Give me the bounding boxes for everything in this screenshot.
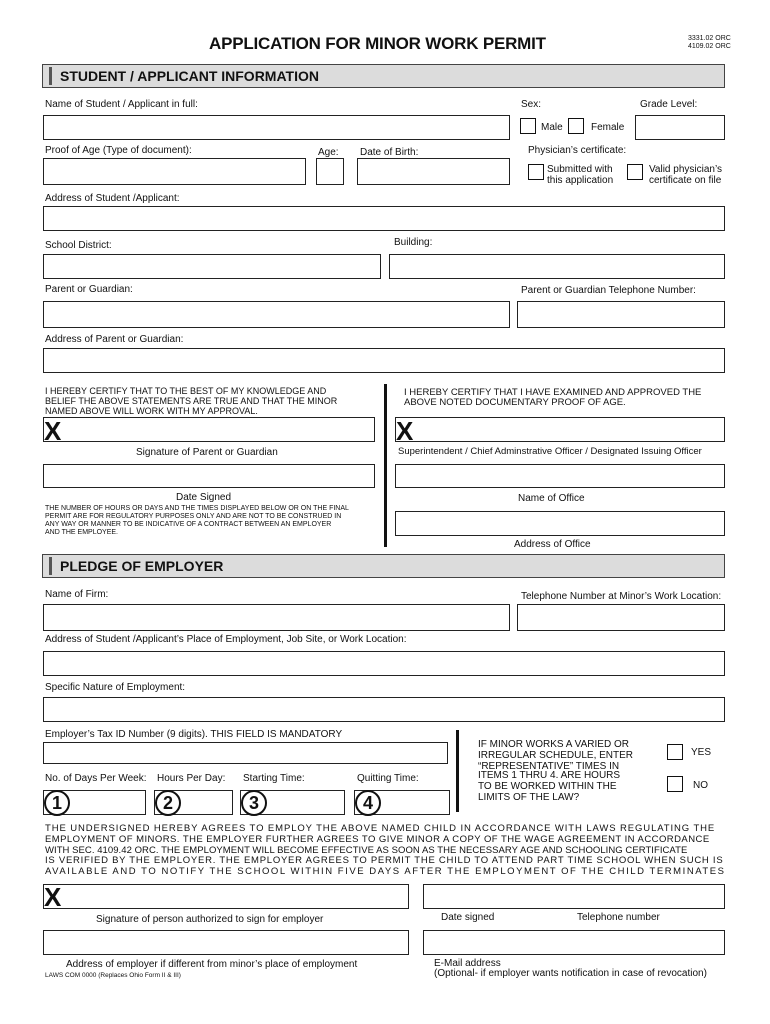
official-signature-x-mark: X — [396, 416, 414, 446]
yes-checkbox[interactable] — [667, 744, 683, 760]
male-label: Male — [541, 122, 563, 133]
age-label: Age: — [318, 147, 339, 158]
orc-reference-1: 3331.02 ORC — [688, 35, 731, 42]
office-name-label: Name of Office — [518, 493, 585, 504]
email-label: E-Mail address — [434, 958, 501, 969]
office-address-label: Address of Office — [514, 539, 591, 550]
submitted-label-1: Submitted with — [547, 164, 613, 175]
official-certify-text-2: ABOVE NOTED DOCUMENTARY PROOF OF AGE. — [404, 397, 626, 408]
official-certify-text-1: I HEREBY CERTIFY THAT I HAVE EXAMINED AND APPROVED THE — [404, 387, 702, 398]
physician-label: Physician’s certificate: — [528, 145, 627, 156]
official-signature-label: Superintendent / Chief Adminstrative Officer / Designated Issuing Officer — [398, 446, 702, 457]
submitted-label-2: this application — [547, 175, 614, 186]
firm-name-label: Name of Firm: — [45, 589, 109, 600]
varied-text-1: IF MINOR WORKS A VARIED OR — [478, 739, 629, 750]
item-2-marker: 2 — [155, 790, 181, 816]
age-field[interactable] — [316, 158, 344, 185]
parent-certify-text-2: BELIEF THE ABOVE STATEMENTS ARE TRUE AND THAT THE MINOR — [45, 396, 338, 406]
pledge-line-3: WITH SEC. 4109.42 ORC. THE EMPLOYMENT WILL BECOME EFFECTIVE AS SOON AS THE NECESSARY AGE AND SCHOOLING CERTIFICATE — [45, 845, 688, 856]
dob-label: Date of Birth: — [360, 147, 419, 158]
parent-name-field[interactable] — [43, 301, 510, 328]
work-phone-field[interactable] — [517, 604, 725, 631]
parent-certify-text-3: NAMED ABOVE WILL WORK WITH MY APPROVAL. — [45, 406, 258, 416]
proof-of-age-label: Proof of Age (Type of document): — [45, 145, 192, 156]
employer-date-signed-field[interactable] — [423, 884, 725, 909]
pledge-line-2: EMPLOYMENT OF MINORS. THE EMPLOYER FURTHER AGREES TO GIVE MINOR A COPY OF THE WAGE AGREEMENT IN ACCORDANCE — [45, 834, 710, 845]
building-label: Building: — [394, 237, 433, 248]
item-1-marker: 1 — [44, 790, 70, 816]
proof-of-age-field[interactable] — [43, 158, 306, 185]
yes-label: YES — [691, 747, 712, 758]
item-4-marker: 4 — [355, 790, 381, 816]
workplace-address-field[interactable] — [43, 651, 725, 676]
employer-signature-x-mark: X — [44, 882, 62, 912]
nature-of-employment-field[interactable] — [43, 697, 725, 722]
no-checkbox[interactable] — [667, 776, 683, 792]
employer-section-header — [42, 554, 725, 578]
hours-per-day-label: Hours Per Day: — [157, 773, 226, 784]
no-label: NO — [693, 780, 708, 791]
days-per-week-label: No. of Days Per Week: — [45, 773, 147, 784]
male-checkbox[interactable] — [520, 118, 536, 134]
date-signed-label: Date Signed — [176, 492, 232, 503]
varied-text-6: LIMITS OF THE LAW? — [478, 792, 580, 803]
pledge-line-5: AVAILABLE AND TO NOTIFY THE SCHOOL WITHIN FIVE DAYS AFTER THE EMPLOYMENT OF THE CHILD TERMINATES — [45, 866, 726, 877]
female-label: Female — [591, 122, 625, 133]
firm-name-field[interactable] — [43, 604, 510, 631]
employer-address-label: Address of employer if different from minor’s place of employment — [66, 959, 358, 970]
parent-phone-field[interactable] — [517, 301, 725, 328]
disclaimer-line-3: ANY WAY OR MANNER TO BE INDICATIVE OF A CONTRACT BETWEEN AN EMPLOYER — [45, 521, 332, 528]
name-label: Name of Student / Applicant in full: — [45, 99, 198, 110]
nature-label: Specific Nature of Employment: — [45, 682, 186, 693]
item-3-marker: 3 — [241, 790, 267, 816]
sex-label: Sex: — [521, 99, 542, 110]
employer-address-field[interactable] — [43, 930, 409, 955]
parent-signature-field[interactable] — [43, 416, 375, 446]
female-checkbox[interactable] — [568, 118, 584, 134]
disclaimer-line-2: PERMIT ARE FOR REGULATORY PURPOSES ONLY AND ARE NOT TO BE CONSTRUED IN — [45, 513, 342, 520]
student-section-header — [42, 64, 725, 88]
student-address-label: Address of Student /Applicant: — [45, 193, 180, 204]
parent-address-field[interactable] — [43, 348, 725, 373]
pledge-line-1: THE UNDERSIGNED HEREBY AGREES TO EMPLOY THE ABOVE NAMED CHILD IN ACCORDANCE WITH LAWS REGULATING THE — [45, 823, 716, 834]
building-field[interactable] — [389, 254, 725, 279]
starting-time-label: Starting Time: — [243, 773, 305, 784]
student-section-title: STUDENT / APPLICANT INFORMATION — [60, 68, 319, 84]
pledge-line-4: IS VERIFIED BY THE EMPLOYER. THE EMPLOYER AGREES TO PERMIT THE CHILD TO ATTEND PART TIME SCHOOL WHEN SUCH IS — [45, 855, 724, 866]
dob-field[interactable] — [357, 158, 510, 185]
parent-signature-x-mark: X — [44, 416, 62, 446]
student-name-field[interactable] — [43, 115, 510, 140]
certify-divider — [384, 384, 387, 547]
varied-text-3: “REPRESENTATIVE” TIMES IN — [478, 761, 620, 772]
student-section-bar — [49, 67, 724, 85]
employer-date-signed-label: Date signed — [441, 912, 495, 923]
disclaimer-line-1: THE NUMBER OF HOURS OR DAYS AND THE TIMES DISPLAYED BELOW OR ON THE FINAL — [45, 505, 349, 512]
parent-date-signed-field[interactable] — [43, 464, 375, 488]
quitting-time-label: Quitting Time: — [357, 773, 419, 784]
varied-text-4: ITEMS 1 THRU 4. ARE HOURS — [478, 770, 621, 781]
varied-text-5: TO BE WORKED WITHIN THE — [478, 781, 617, 792]
parent-certify-text-1: I HEREBY CERTIFY THAT TO THE BEST OF MY KNOWLEDGE AND — [45, 386, 327, 396]
office-name-field[interactable] — [395, 464, 725, 488]
employer-signature-field[interactable] — [43, 882, 409, 912]
parent-phone-label: Parent or Guardian Telephone Number: — [521, 285, 696, 296]
tax-id-field[interactable] — [43, 742, 448, 764]
grade-level-field[interactable] — [635, 115, 725, 140]
school-district-label: School District: — [45, 240, 112, 251]
employer-signature-label: Signature of person authorized to sign for employer — [96, 914, 324, 925]
school-district-field[interactable] — [43, 254, 381, 279]
office-address-field[interactable] — [395, 511, 725, 536]
parent-label: Parent or Guardian: — [45, 284, 133, 295]
employer-telephone-label: Telephone number — [577, 912, 660, 923]
grade-label: Grade Level: — [640, 99, 698, 110]
student-address-field[interactable] — [43, 206, 725, 231]
email-optional-note: (Optional- if employer wants notification in case of revocation) — [434, 968, 707, 979]
valid-label-2: certificate on file — [649, 175, 722, 186]
employer-section-bar — [49, 557, 724, 575]
workplace-address-label: Address of Student /Applicant’s Place of Employment, Job Site, or Work Location: — [45, 634, 407, 645]
valid-certificate-checkbox[interactable] — [627, 164, 643, 180]
orc-reference-2: 4109.02 ORC — [688, 43, 731, 50]
work-phone-label: Telephone Number at Minor’s Work Location: — [521, 591, 722, 602]
form-footer: LAWS COM 0000 (Replaces Ohio Form II & III) — [45, 972, 181, 979]
parent-address-label: Address of Parent or Guardian: — [45, 334, 184, 345]
valid-label-1: Valid physician’s — [649, 164, 723, 175]
submitted-checkbox[interactable] — [528, 164, 544, 180]
varied-text-2: IRREGULAR SCHEDULE, ENTER — [478, 750, 634, 761]
disclaimer-line-4: AND THE EMPLOYEE. — [45, 529, 119, 536]
page-title: APPLICATION FOR MINOR WORK PERMIT — [209, 34, 546, 53]
employer-section-title: PLEDGE OF EMPLOYER — [60, 558, 224, 574]
tax-id-label: Employer’s Tax ID Number (9 digits). THIS FIELD IS MANDATORY — [45, 729, 343, 740]
official-signature-field[interactable] — [395, 416, 725, 446]
schedule-divider — [456, 730, 459, 812]
email-field[interactable] — [423, 930, 725, 955]
parent-signature-label: Signature of Parent or Guardian — [136, 447, 278, 458]
